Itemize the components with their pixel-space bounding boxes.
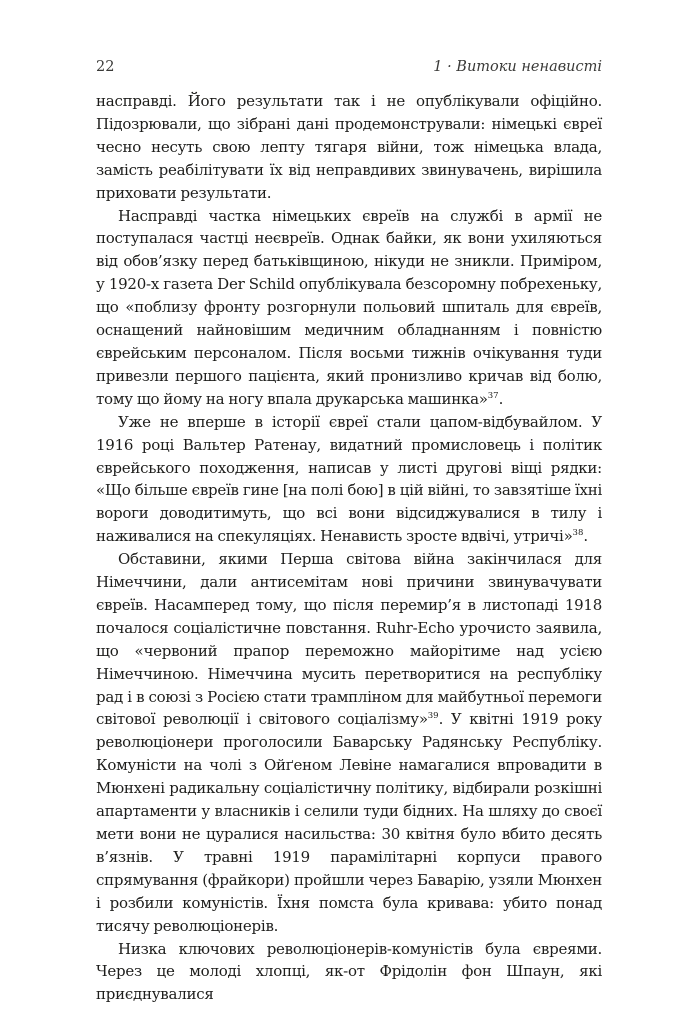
paragraph-text: насправді. Його результати так і не опублікували офіційно. Підозрювали, що зібрані дані продемонстрували: німецькі євреї чесно несуть свою лепту тягаря війни, тож німецька влада, замість реабілітувати їх від неправдивих звинувачень, вирішила приховати результати.: [96, 92, 602, 202]
paragraph-text: Обставини, якими Перша світова війна закінчилася для Німеччини, дали антисемітам нові причини звинувачувати євреїв. Насамперед тому, що після перемир’я в листопаді 1918 почалося соціалістичне повстання. Ruhr-Echo урочисто заявила, що «червоний прапор переможно майорітиме над усією Німеччиною. Німеччина мусить перетворитися на республіку рад і в союзі з Росією стати трампліном для майбутньої перемоги світової революції і світового соціалізму»: [96, 550, 602, 729]
paragraph-text: .: [498, 389, 504, 408]
paragraph-text: .: [583, 527, 588, 546]
running-head: [96, 56, 602, 78]
footnote-ref: 39: [427, 711, 439, 722]
paragraph: [96, 205, 602, 411]
paragraph-text: Низка ключових революціонерів-комуністів була євреями. Через це молоді хлопці, як-от Фрідолін фон Шпаун, які приєднувалися: [96, 939, 602, 1004]
body-text: [96, 90, 602, 1006]
paragraph: [96, 548, 602, 937]
paragraph: [96, 938, 602, 1007]
page-number: 22: [96, 59, 115, 75]
paragraph: [96, 411, 602, 548]
paragraph: [96, 90, 602, 205]
paragraph-text: . У квітні 1919 року революціонери проголосили Баварську Радянську Республіку. Комуністи на чолі з Ойґеном Левіне намагалися впровадити в Мюнхені радикальну соціалістичну політику, відбирали розкішні апартаменти у власників і селили туди бідних. На шляху до своєї мети вони не цуралися насильства: 30 квітня було вбито десять в’язнів. У травні 1919 парамілітарні корпуси правого спрямування (фрайкори) пройшли через Баварію, узяли Мюнхен і розбили комуністів. Їхня помста була кривава: убито понад тисячу революціонерів.: [96, 710, 602, 935]
footnote-ref: 38: [572, 528, 584, 539]
paragraph-text: Уже не вперше в історії євреї стали цапом-відбувайлом. У 1916 році Вальтер Ратенау, видатний промисловець і політик єврейського походження, написав у листі другові віщі рядки: «Що більше євреїв гине [на полі бою] в цій війні, то завзятіше їхні вороги доводитимуть, що всі вони відсиджувалися в тилу і наживалися на спекуляціях. Ненависть зросте вдвічі, утричі»: [96, 412, 602, 546]
footnote-ref: 37: [487, 390, 499, 401]
chapter-title: 1 · Витоки ненависті: [433, 59, 602, 75]
paragraph-text: Насправді частка німецьких євреїв на службі в армії не поступалася частці неєвреїв. Однак байки, як вони ухиляються від обов’язку перед батьківщиною, нікуди не зникли. Приміром, у 1920-х газета Der Schild опублікувала безсоромну побрехеньку, що «поблизу фронту розгорнули польовий шпиталь для євреїв, оснащений найновішим медичним обладнанням і повністю єврейським персоналом. Після восьми тижнів очікування туди привезли першого пацієнта, який пронизливо кричав від болю, тому що йому на ногу впала друкарська машинка»: [96, 206, 602, 408]
